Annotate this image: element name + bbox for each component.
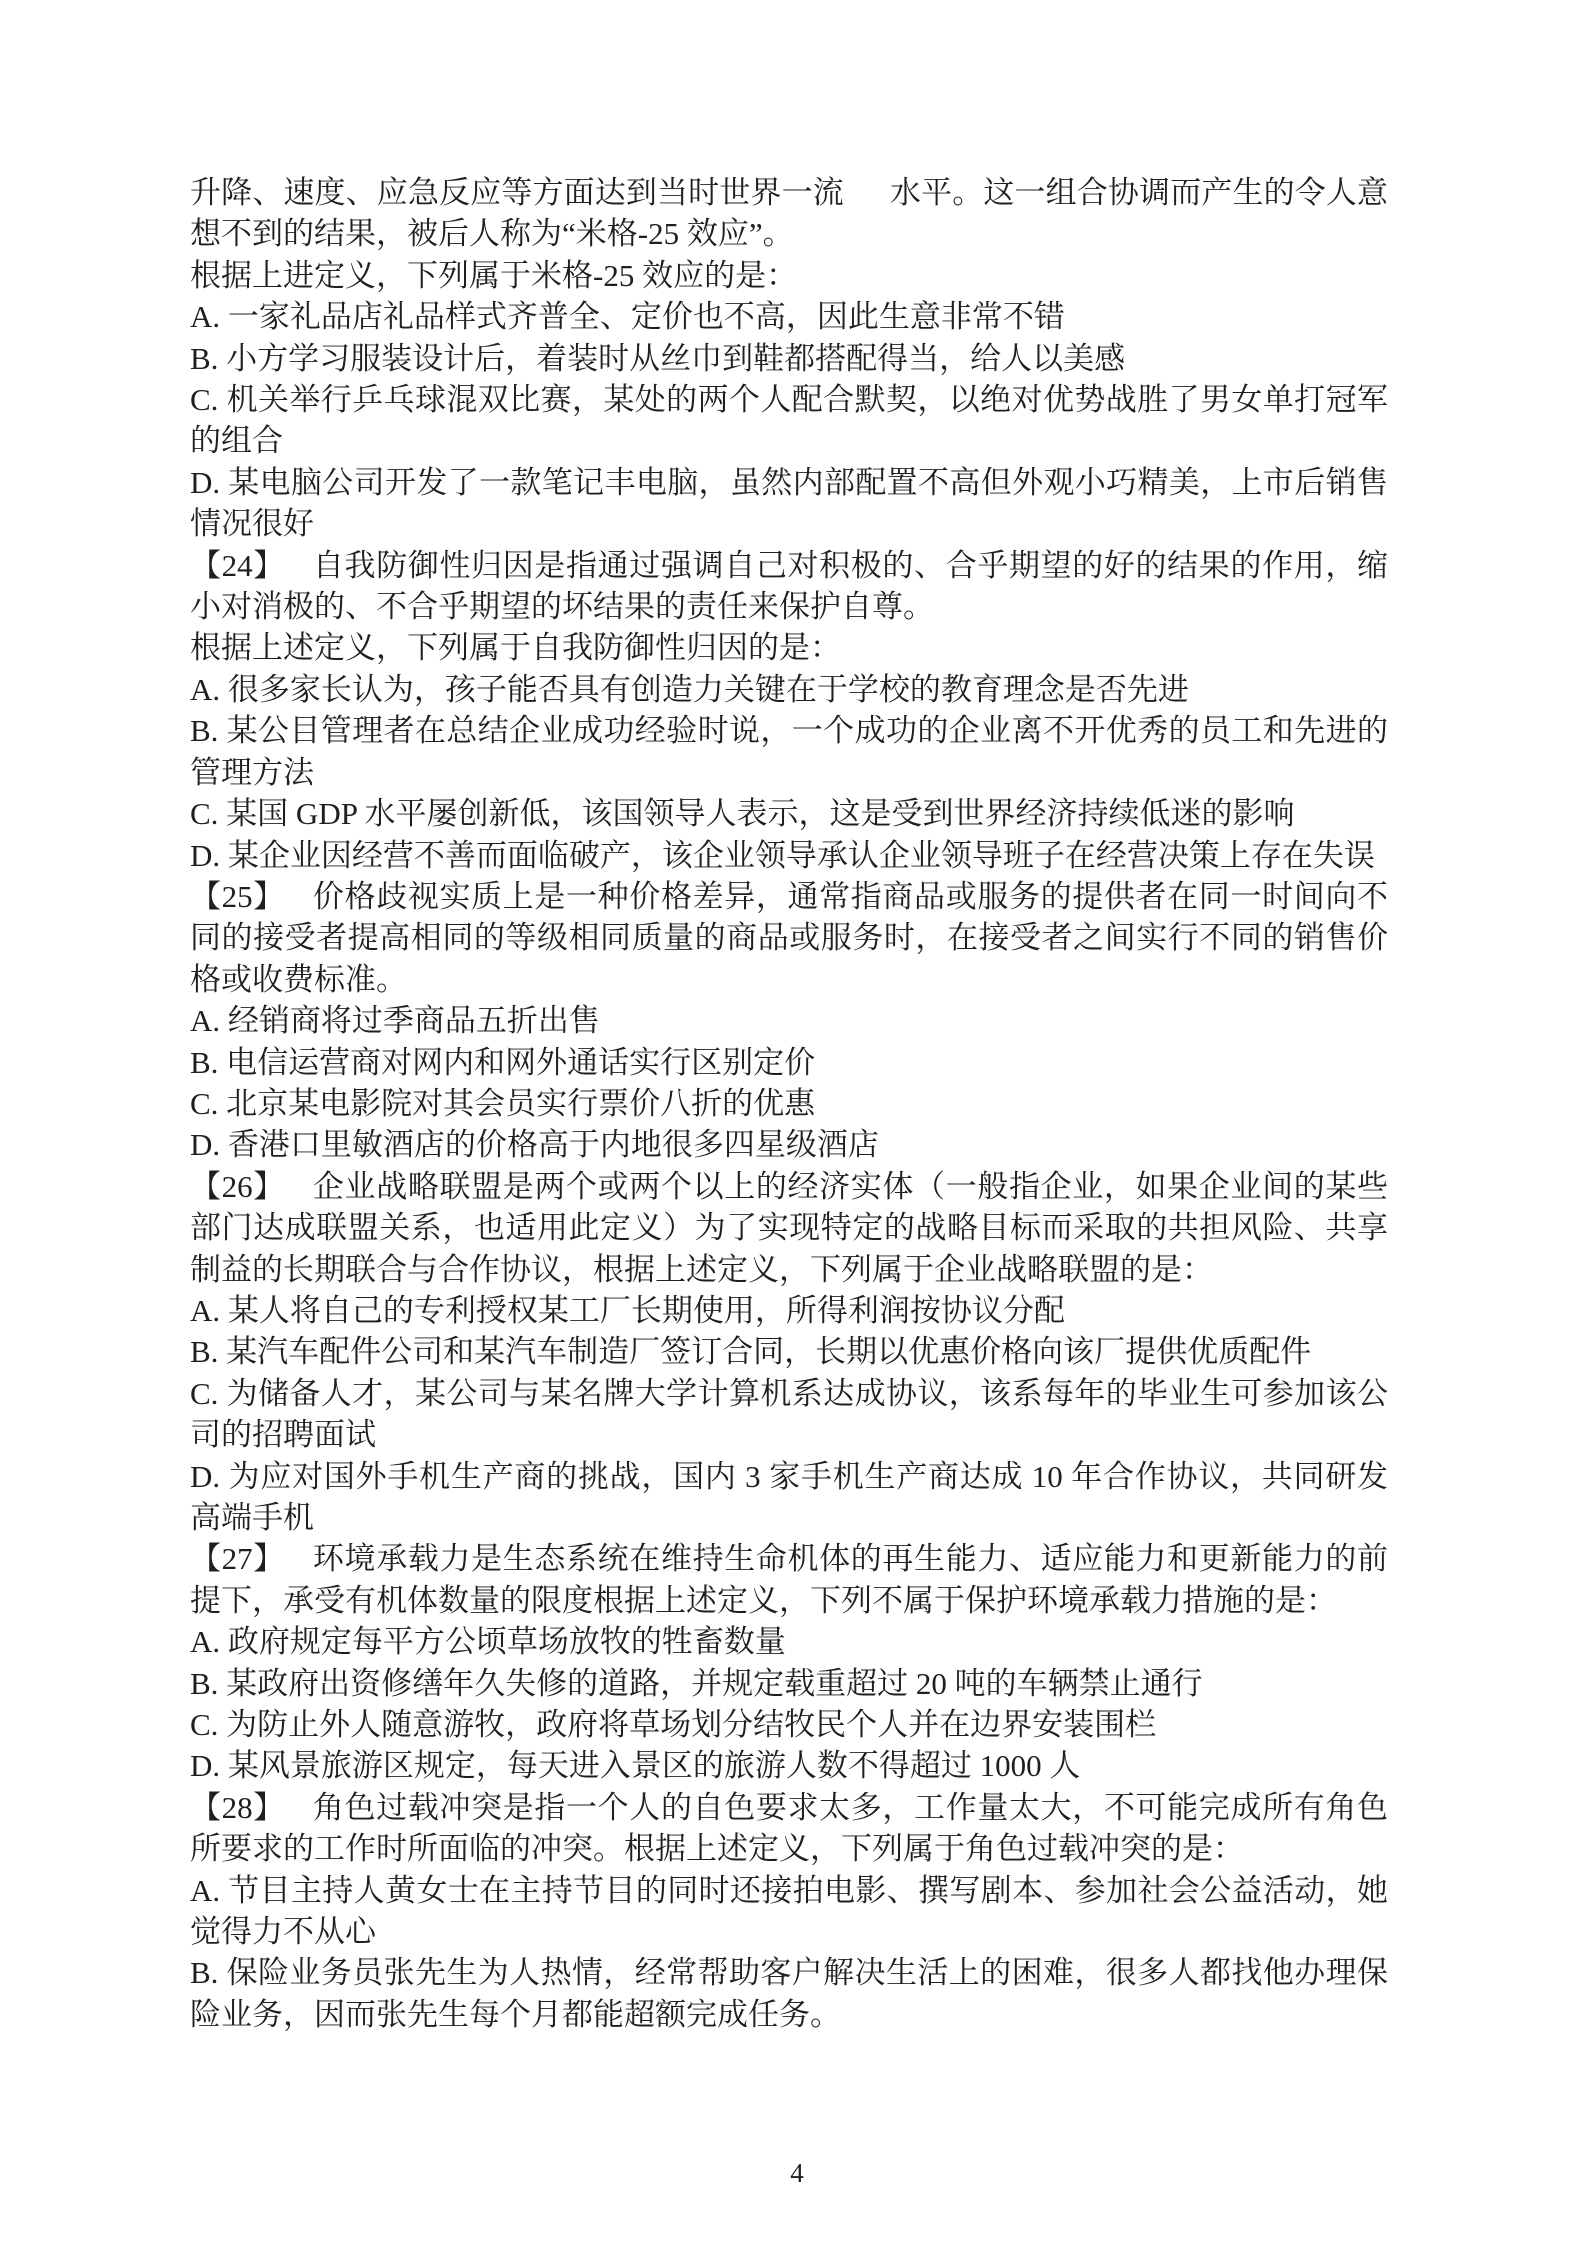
question-option: A. 很多家长认为，孩子能否具有创造力关键在于学校的教育理念是否先进 [190,671,1189,707]
question-option: D. 某企业因经营不善而面临破产，该企业领导承认企业领导班子在经营决策上存在失误 [190,837,1375,873]
question-stem-text: 环境承载力是生态系统在维持生命机体的再生能力、适应能力和更新能力的前提下，承受有机体数量的限度根据上述定义，下列不属于保护环境承载力措施的是： [190,1541,1389,1618]
question-stem-text: 企业战略联盟是两个或两个以上的经济实体（一般指企业，如果企业间的某些部门达成联盟关系，也适用此定义）为了实现特定的战略目标而采取的共担风险、共享制益的长期联合与合作协议，根据上述定义，下列属于企业战略联盟的是： [190,1168,1389,1287]
question-option: D. 为应对国外手机生产商的挑战，国内 3 家手机生产商达成 10 年合作协议，共同研发高端手机 [190,1458,1388,1535]
question-stem [190,1166,1388,1290]
text-fragment: 升降、速度、应急反应等方面达到当时世界一流 [190,175,844,210]
question-option: D. 某风景旅游区规定，每天进入景区的旅游人数不得超过 1000 人 [190,1748,1081,1784]
question-option: B. 小方学习服装设计后，着装时从丝巾到鞋都搭配得当，给人以美感 [190,340,1126,376]
question-option: B. 某汽车配件公司和某汽车制造厂签订合同，长期以优惠价格向该厂提供优质配件 [190,1334,1312,1370]
question-number: 【28】 [190,1789,285,1825]
question-option: B. 某政府出资修缮年久失修的道路，并规定载重超过 20 吨的车辆禁止通行 [190,1665,1203,1701]
question-stem [190,1538,1388,1621]
question-option: A. 一家礼品店礼品样式齐普全、定价也不高，因此生意非常不错 [190,299,1065,335]
question-option: C. 北京某电影院对其会员实行票价八折的优惠 [190,1085,816,1121]
question-option: B. 某公目管理者在总结企业成功经验时说，一个成功的企业离不开优秀的员工和先进的管理方法 [190,713,1388,790]
question-option: C. 为防止外人随意游牧，政府将草场划分结牧民个人并在边界安装围栏 [190,1707,1157,1743]
question-lead: 根据上述定义，下列属于自我防御性归因的是： [190,630,841,666]
question-option: B. 电信运营商对网内和网外通话实行区别定价 [190,1044,816,1080]
question-option: D. 香港口里敏酒店的价格高于内地很多四星级酒店 [190,1127,879,1163]
question-number: 【27】 [190,1541,285,1577]
question-stem-text: 自我防御性归因是指通过强调自己对积极的、合乎期望的好的结果的作用，缩小对消极的、不合乎期望的坏结果的责任来保护自尊。 [190,547,1389,625]
page-footer [0,2158,1594,2189]
text-fragment: 水平。这一组合协调而产生的令人意想不到的结果，被后人称为“米格-25 效应”。 [190,175,1389,252]
question-stem [190,876,1388,1000]
question-stem [190,1787,1388,1870]
question-lead: 根据上进定义，下列属于米格-25 效应的是： [190,257,798,293]
question-option: C. 机关举行乒乓球混双比赛，某处的两个人配合默契，以绝对优势战胜了男女单打冠军的组合 [190,382,1388,459]
question-number: 【24】 [190,547,285,583]
continued-question-text [190,172,1388,255]
question-number: 【25】 [190,878,285,914]
question-option: B. 保险业务员张先生为人热情，经常帮助客户解决生活上的困难，很多人都找他办理保险业务，因而张先生每个月都能超额完成任务。 [190,1955,1388,2032]
question-stem-text: 价格歧视实质上是一种价格差异，通常指商品或服务的提供者在同一时间向不同的接受者提高相同的等级相同质量的商品或服务时，在接受者之间实行不同的销售价格或收费标准。 [190,878,1389,997]
question-option: A. 节目主持人黄女士在主持节目的同时还接拍电影、撰写剧本、参加社会公益活动，她觉得力不从心 [190,1872,1388,1950]
exam-content [190,172,1388,2035]
question-number: 【26】 [190,1168,285,1204]
question-stem [190,545,1388,628]
question-option: C. 为储备人才，某公司与某名牌大学计算机系达成协议，该系每年的毕业生可参加该公司的招聘面试 [190,1375,1388,1453]
question-option: D. 某电脑公司开发了一款笔记丰电脑，虽然内部配置不高但外观小巧精美，上市后销售情况很好 [190,464,1388,542]
question-option: A. 经销商将过季商品五折出售 [190,1003,600,1039]
question-option: A. 某人将自己的专利授权某工厂长期使用，所得利润按协议分配 [190,1292,1065,1328]
question-option: A. 政府规定每平方公顷草场放牧的牲畜数量 [190,1624,786,1660]
question-stem-text: 角色过载冲突是指一个人的自色要求太多，工作量太大，不可能完成所有角色所要求的工作时所面临的冲突。根据上述定义，下列属于角色过载冲突的是： [190,1789,1389,1867]
question-option: C. 某国 GDP 水平屡创新低，该国领导人表示，这是受到世界经济持续低迷的影响 [190,796,1295,832]
page-number: 4 [790,2158,804,2188]
